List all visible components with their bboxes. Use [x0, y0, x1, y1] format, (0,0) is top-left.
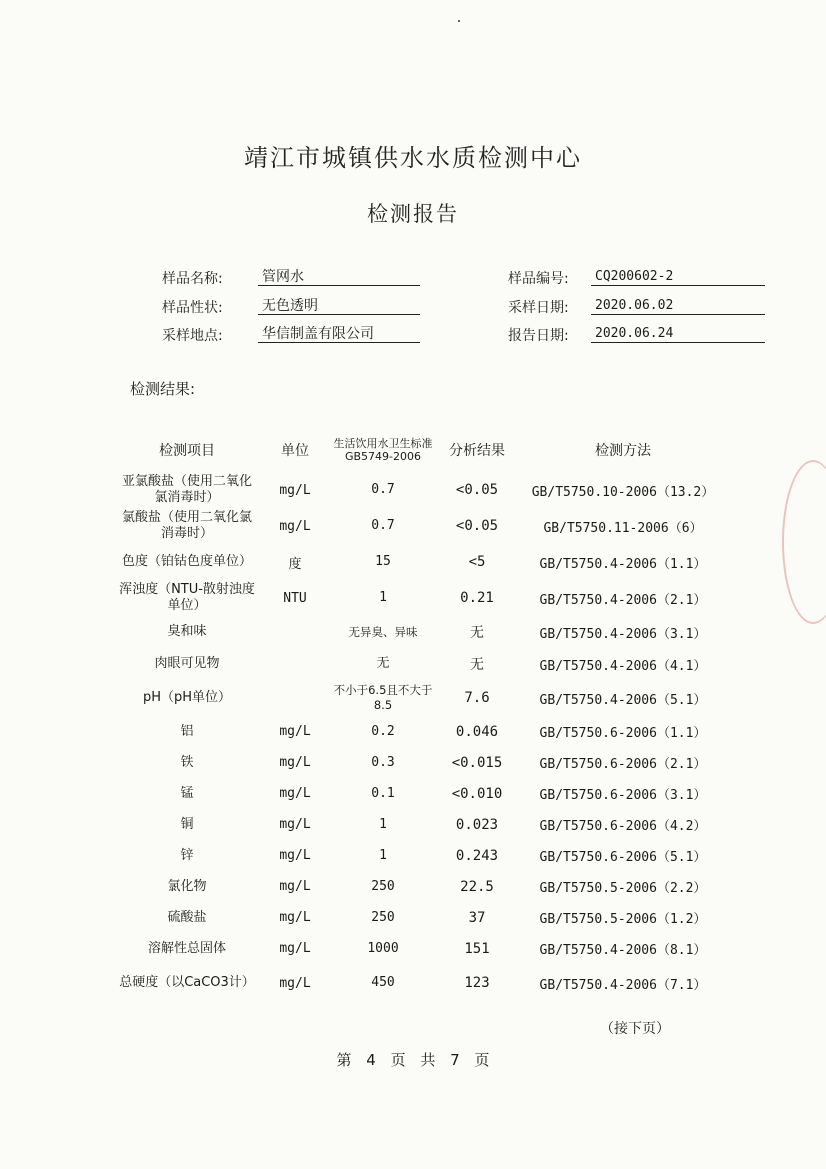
unit-cell: mg/L: [279, 482, 311, 498]
item-cell: 肉眼可见物: [154, 656, 220, 671]
result-cell: 0.243: [455, 847, 499, 864]
table-row: [116, 747, 726, 778]
table-row: [116, 778, 726, 809]
unit-cell: mg/L: [279, 941, 311, 956]
sample-property-value: 无色透明: [258, 297, 420, 315]
standard-cell: 无异臭、异味: [348, 624, 418, 639]
result-cell: 0.023: [455, 816, 499, 833]
item-cell: pH（pH单位）: [142, 690, 232, 705]
standard-cell: 250: [371, 909, 395, 925]
result-cell: 0.046: [455, 723, 499, 740]
report-date-label: 报告日期:: [508, 328, 569, 344]
item-cell: 色度（铂钴色度单位）: [121, 554, 252, 569]
standard-cell: 450: [371, 975, 395, 990]
table-row: [116, 964, 726, 1002]
header-result: 分析结果: [449, 443, 505, 459]
unit-cell: mg/L: [279, 518, 311, 534]
table-row: [116, 871, 726, 902]
report-date-value: 2020.06.24: [591, 325, 765, 343]
result-cell: <0.05: [455, 518, 499, 534]
result-cell: 151: [464, 940, 490, 957]
item-cell: 浑浊度（NTU-散射浊度单位）: [119, 582, 255, 613]
item-cell: 溶解性总固体: [147, 940, 226, 956]
report-title: 检测报告: [367, 202, 459, 226]
item-cell: 总硬度（以CaCO3计）: [119, 975, 255, 990]
sampling-place-label: 采样地点:: [162, 328, 223, 344]
sampling-place-value: 华信制盖有限公司: [258, 325, 420, 343]
unit-cell: mg/L: [279, 879, 311, 894]
standard-cell: 1: [379, 847, 387, 863]
standard-cell: 无: [376, 656, 390, 671]
sample-no-value: CQ200602-2: [591, 268, 765, 286]
unit-cell: mg/L: [279, 724, 311, 739]
unit-cell: [258, 648, 332, 680]
item-cell: 锌: [180, 847, 194, 863]
method-cell: GB/T5750.4-2006（2.1）: [539, 592, 707, 608]
table-header-row: [116, 428, 726, 472]
sample-no-label: 样品编号:: [508, 271, 569, 287]
method-cell: GB/T5750.4-2006（4.1）: [539, 658, 707, 674]
method-cell: GB/T5750.5-2006（2.2）: [539, 881, 707, 896]
item-cell: 亚氯酸盐（使用二氧化氯消毒时）: [121, 474, 252, 505]
org-title: 靖江市城镇供水水质检测中心: [244, 144, 582, 172]
header-method: 检测方法: [595, 443, 651, 459]
method-cell: GB/T5750.6-2006（2.1）: [539, 757, 707, 772]
header-standard: 生活饮用水卫生标准GB5749-2006: [333, 437, 433, 463]
unit-cell: 度: [288, 556, 302, 572]
item-cell: 硫酸盐: [167, 909, 207, 925]
sample-name-label: 样品名称:: [162, 271, 223, 287]
result-cell: <0.010: [451, 785, 503, 802]
table-row: [116, 902, 726, 933]
method-cell: GB/T5750.4-2006（3.1）: [539, 626, 707, 642]
table-row: [116, 472, 726, 508]
table-row: [116, 680, 726, 716]
item-cell: 铜: [180, 816, 194, 832]
standard-cell: 1: [379, 590, 387, 605]
sample-name-value: 管网水: [258, 268, 420, 286]
method-cell: GB/T5750.6-2006（3.1）: [539, 788, 707, 803]
method-cell: GB/T5750.4-2006（7.1）: [539, 977, 707, 993]
table-row: [116, 648, 726, 680]
sampling-date-label: 采样日期:: [508, 300, 569, 316]
standard-cell: 0.7: [371, 482, 395, 497]
result-cell: <0.015: [451, 754, 503, 771]
page-indicator: 第 4 页 共 7 页: [336, 1051, 490, 1069]
table-row: [116, 616, 726, 648]
table-row: [116, 580, 726, 616]
header-item: 检测项目: [159, 443, 215, 459]
method-cell: GB/T5750.11-2006（6）: [543, 520, 703, 536]
continued-note: （接下页）: [600, 1021, 670, 1037]
unit-cell: [258, 680, 332, 716]
method-cell: GB/T5750.6-2006（1.1）: [539, 726, 707, 741]
method-cell: GB/T5750.4-2006（8.1）: [539, 943, 707, 958]
item-cell: 铝: [180, 723, 194, 739]
results-label: 检测结果:: [130, 380, 196, 398]
method-cell: GB/T5750.10-2006（13.2）: [531, 484, 715, 500]
result-cell: 37: [468, 909, 486, 926]
sample-property-label: 样品性状:: [162, 300, 223, 316]
header-unit: 单位: [281, 443, 309, 459]
red-seal-stamp-fragment: [782, 460, 826, 624]
standard-cell: 0.1: [371, 785, 395, 801]
table-row: [116, 544, 726, 580]
method-cell: GB/T5750.4-2006（1.1）: [539, 556, 707, 572]
method-cell: GB/T5750.4-2006（5.1）: [539, 692, 707, 708]
result-cell: 7.6: [464, 690, 490, 706]
unit-cell: mg/L: [279, 755, 311, 770]
result-cell: 0.21: [460, 590, 494, 606]
item-cell: 铁: [180, 754, 194, 770]
result-cell: <5: [468, 554, 486, 570]
sampling-date-value: 2020.06.02: [591, 297, 765, 315]
unit-cell: mg/L: [279, 786, 311, 801]
table-row: [116, 933, 726, 964]
standard-cell: 0.2: [371, 723, 395, 739]
standard-cell: 250: [371, 878, 395, 894]
result-cell: 无: [470, 625, 484, 641]
method-cell: GB/T5750.6-2006（5.1）: [539, 850, 707, 865]
result-cell: 22.5: [460, 878, 494, 895]
table-row: [116, 716, 726, 747]
unit-cell: mg/L: [279, 848, 311, 863]
item-cell: 臭和味: [167, 624, 207, 639]
method-cell: GB/T5750.5-2006（1.2）: [539, 912, 707, 927]
result-cell: <0.05: [455, 482, 499, 498]
table-row: [116, 840, 726, 871]
table-row: [116, 809, 726, 840]
table-row: [116, 508, 726, 544]
scan-dot: [458, 20, 460, 22]
item-cell: 氯化物: [167, 878, 207, 894]
unit-cell: mg/L: [279, 817, 311, 832]
unit-cell: mg/L: [279, 975, 311, 991]
standard-cell: 1000: [367, 940, 399, 956]
result-cell: 123: [464, 975, 490, 991]
item-cell: 锰: [180, 785, 194, 801]
standard-cell: 1: [379, 816, 387, 832]
item-cell: 氯酸盐（使用二氧化氯消毒时）: [121, 510, 252, 541]
unit-cell: [258, 616, 332, 648]
standard-cell: 15: [375, 554, 391, 569]
standard-cell: 0.7: [371, 518, 395, 533]
method-cell: GB/T5750.6-2006（4.2）: [539, 819, 707, 834]
unit-cell: NTU: [283, 590, 307, 606]
standard-cell: 0.3: [371, 754, 395, 770]
result-cell: 无: [470, 657, 484, 673]
unit-cell: mg/L: [279, 910, 311, 925]
standard-cell: 不小于6.5且不大于8.5: [333, 683, 433, 712]
results-table: [116, 428, 726, 1002]
